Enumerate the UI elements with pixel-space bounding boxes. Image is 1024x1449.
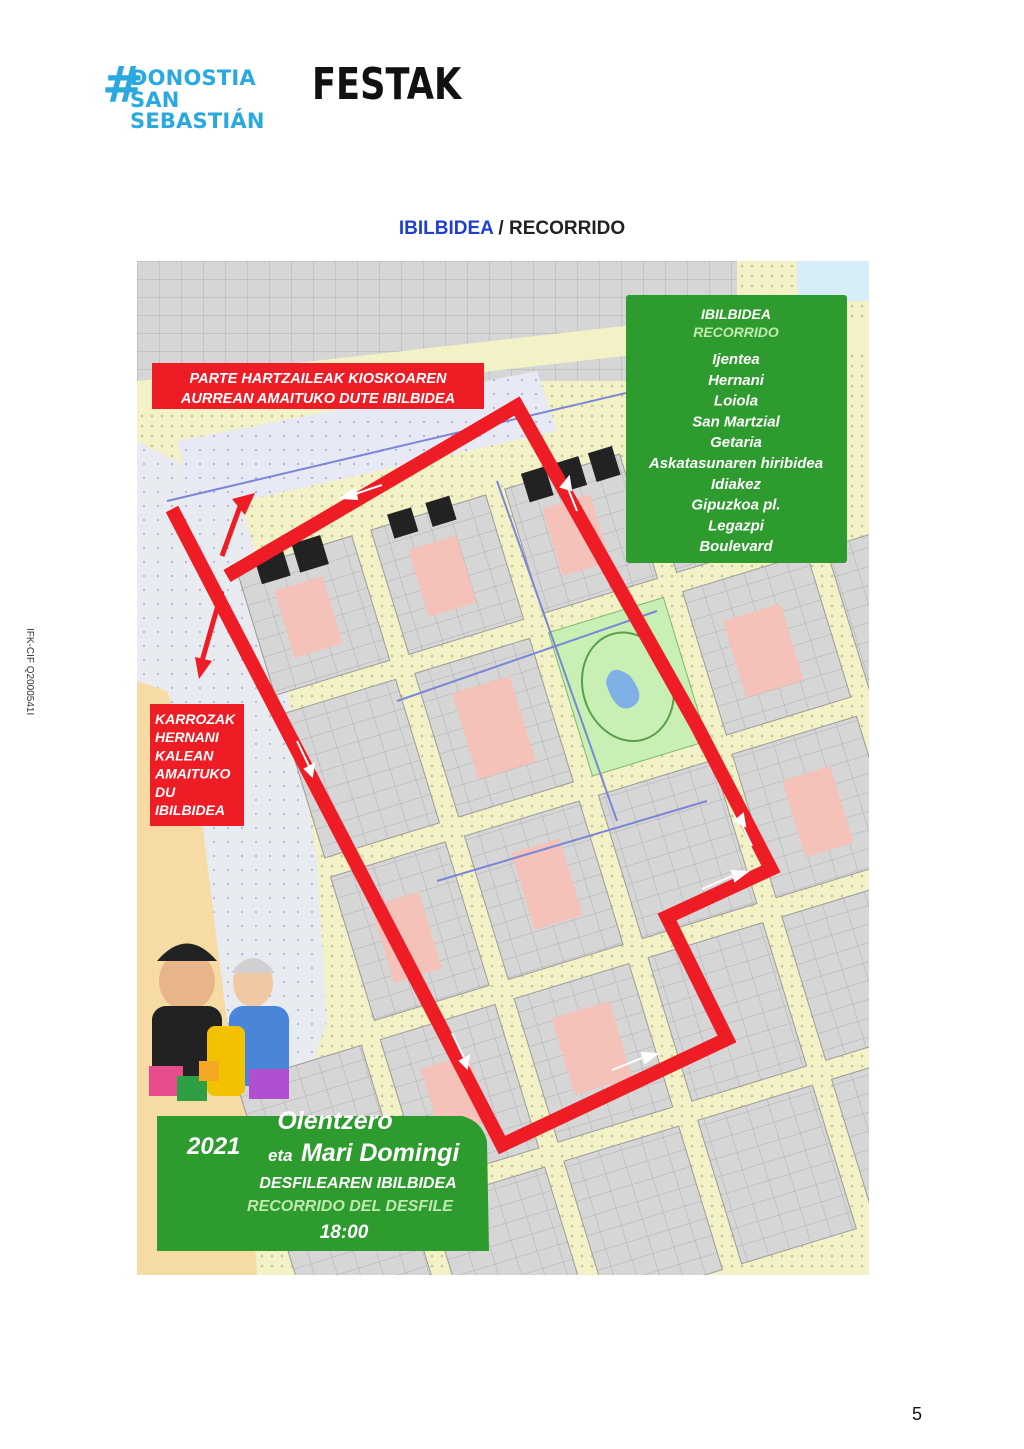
route-street-item: Legazpi: [708, 517, 764, 535]
logo-festak: FESTAK: [312, 59, 462, 110]
route-street-item: Idiakez: [710, 475, 762, 493]
route-map: [137, 261, 869, 1275]
logo-line-san-sebastian: SAN SEBASTIÁN: [130, 88, 265, 133]
route-street-item: Hernani: [708, 371, 764, 389]
route-street-item: Askatasunaren hiribidea: [648, 455, 824, 472]
side-code: IFK-CIF Q2000541I: [24, 628, 35, 716]
kiosk-notice-line2: AURREAN AMAITUKO DUTE IBILBIDEA: [180, 391, 456, 407]
floats-notice-line: HERNANI: [155, 729, 219, 746]
logo-hash: #: [102, 56, 144, 114]
route-box-title2: RECORRIDO: [693, 324, 779, 340]
event-year: 2021: [187, 1133, 241, 1160]
floats-notice-line: KARROZAK: [155, 711, 236, 727]
route-street-item: Gipuzkoa pl.: [691, 496, 781, 514]
event-line2: RECORRIDO DEL DESFILE: [247, 1198, 453, 1215]
floats-notice-line: IBILBIDEA: [155, 802, 225, 818]
floats-notice-line: KALEAN: [155, 747, 214, 764]
title-separator: /: [493, 218, 509, 239]
floats-notice-line: DU: [155, 783, 176, 800]
page-number: 5: [912, 1404, 923, 1424]
route-street-item: San Martzial: [692, 413, 780, 431]
event-conj: eta: [268, 1146, 293, 1165]
kiosk-notice-line1: PARTE HARTZAILEAK KIOSKOAREN: [189, 371, 447, 387]
title-spanish: RECORRIDO: [509, 218, 626, 239]
route-street-item: Getaria: [710, 434, 762, 452]
floats-notice-line: AMAITUKO: [155, 765, 231, 782]
page-title: [0, 218, 1024, 240]
event-line1: DESFILEAREN IBILBIDEA: [259, 1175, 457, 1192]
logo-line-donostia: DONOSTIA: [130, 66, 256, 90]
title-basque: IBILBIDEA: [398, 218, 494, 239]
event-name2: Mari Domingi: [301, 1139, 460, 1167]
route-street-item: Boulevard: [699, 538, 773, 556]
route-street-item: Ijentea: [712, 351, 760, 368]
event-name1: Olentzero: [277, 1107, 393, 1135]
route-street-item: Loiola: [713, 392, 759, 410]
route-box-title1: IBILBIDEA: [701, 306, 771, 322]
event-time: 18:00: [319, 1222, 369, 1243]
